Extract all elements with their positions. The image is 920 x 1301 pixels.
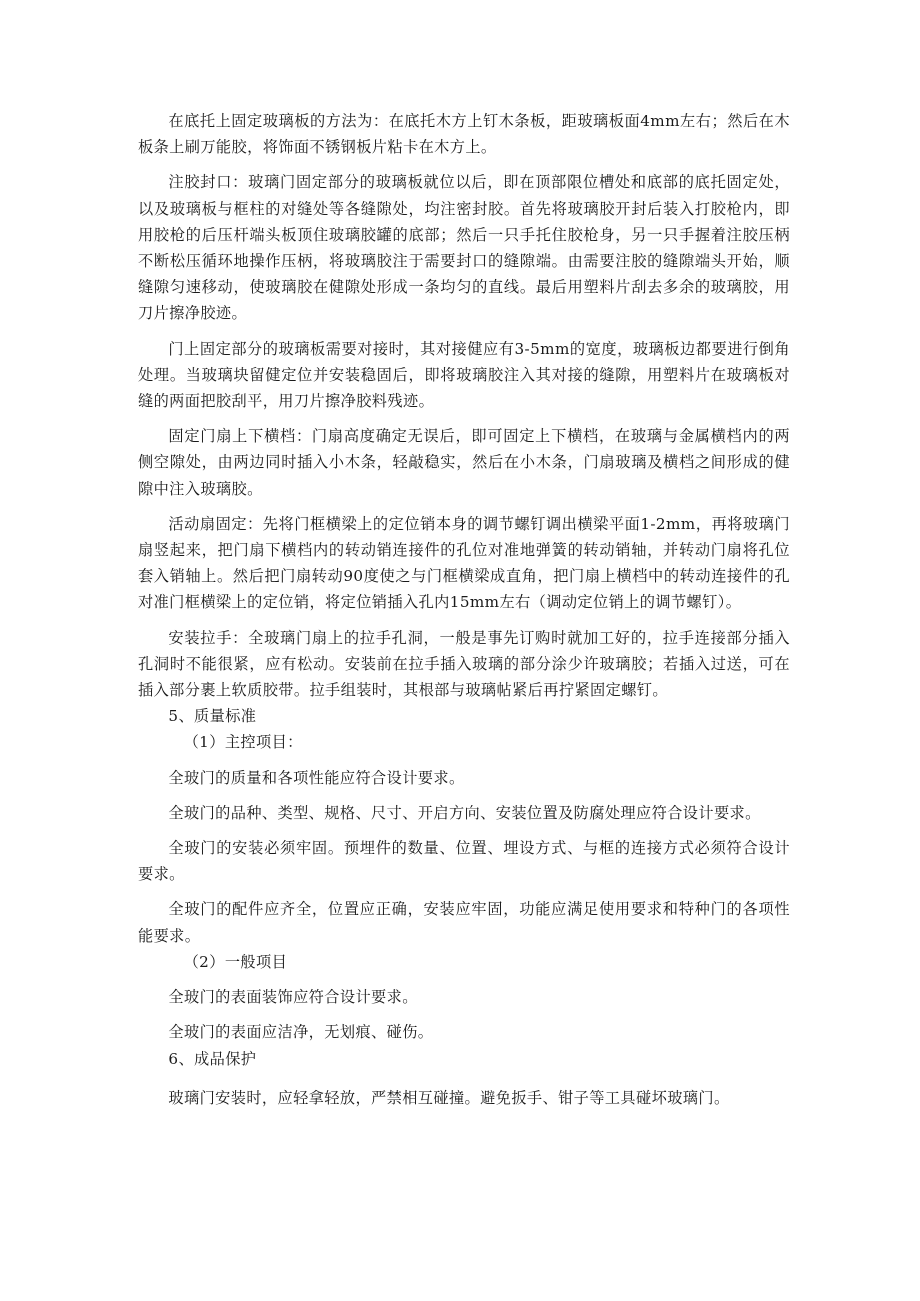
main-item-quality: 全玻门的质量和各项性能应符合设计要求。 bbox=[168, 768, 465, 787]
general-item-decoration: 全玻门的表面装饰应符合设计要求。 bbox=[168, 988, 418, 1007]
paragraph-glass-joint: 门上固定部分的玻璃板需要对接时，其对接健应有3-5mm的宽度，玻璃板边都要进行倒角处理。当玻璃块留健定位并安装稳固后，即将玻璃胶注入其对接的缝隙，用塑料片在玻璃板对缝的两面把胶刮平，用刀片擦净胶料残迹。 bbox=[138, 339, 790, 411]
main-item-specs: 全玻门的品种、类型、规格、尺寸、开启方向、安装位置及防腐处理应符合设计要求。 bbox=[168, 803, 761, 822]
main-item-fittings: 全玻门的配件应齐全，位置应正确，安装应牢固，功能应满足使用要求和特种门的各项性能要求。 bbox=[138, 900, 790, 945]
general-item-surface: 全玻门的表面应洁净，无划痕、碰伤。 bbox=[168, 1023, 434, 1042]
section-6-title: 6、成品保护 bbox=[168, 1049, 257, 1068]
paragraph-fix-door-rails: 固定门扇上下横档：门扇高度确定无误后，即可固定上下横档，在玻璃与金属横档内的两侧空隙处，由两边同时插入小木条，轻敲稳实，然后在小木条，门扇玻璃及横档之间形成的健隙中注入玻璃胶。 bbox=[138, 427, 790, 498]
paragraph-movable-leaf-fixing: 活动扇固定：先将门框横梁上的定位销本身的调节螺钉调出横梁平面1-2mm，再将玻璃门扇竖起来，把门扇下横档内的转动销连接件的孔位对准地弹簧的转动销轴，并转动门扇将孔位套入销轴上。然后把门扇转动90度使之与门框横梁成直角，把门扇上横档中的转动连接件的孔对准门框横梁上的定位销，将定位销插入孔内15mm左右（调动定位销上的调节螺钉）。 bbox=[138, 514, 790, 612]
section-5-title: 5、质量标准 bbox=[168, 707, 257, 726]
paragraph-glue-sealing: 注胶封口：玻璃门固定部分的玻璃板就位以后，即在顶部限位槽处和底部的底托固定处，以及玻璃板与框柱的对缝处等各缝隙处，均注密封胶。首先将玻璃胶开封后装入打胶枪内，即用胶枪的后压杆端头板顶住玻璃胶罐的底部；然后一只手托住胶枪身，另一只手握着注胶压柄不断松压循环地操作压柄，将玻璃胶注于需要封口的缝隙端。由需要注胶的缝隙端头开始，顺缝隙匀速移动，使玻璃胶在健隙处形成一条均匀的直线。最后用塑料片刮去多余的玻璃胶，用刀片擦净胶迹。 bbox=[138, 173, 790, 323]
section-5-general-items-title: （2）一般项目 bbox=[183, 952, 288, 971]
paragraph-bottom-support-fixing: 在底托上固定玻璃板的方法为：在底托木方上钉木条板，距玻璃板面4mm左右；然后在木板条上刷万能胶，将饰面不锈钢板片粘卡在木方上。 bbox=[138, 112, 790, 157]
document-page bbox=[138, 108, 790, 1111]
section-5-main-items-title: （1）主控项目： bbox=[183, 733, 303, 752]
section-6-body: 玻璃门安装时，应轻拿轻放，严禁相互碰撞。避免扳手、钳子等工具碰坏玻璃门。 bbox=[168, 1088, 730, 1107]
paragraph-install-handle: 安装拉手：全玻璃门扇上的拉手孔洞，一般是事先订购时就加工好的，拉手连接部分插入孔洞时不能很紧，应有松动。安装前在拉手插入玻璃的部分涂少许玻璃胶；若插入过送，可在插入部分裹上软质胶带。拉手组装时，其根部与玻璃帖紧后再拧紧固定螺钉。 bbox=[138, 628, 790, 700]
main-item-installation: 全玻门的安装必须牢固。预埋件的数量、位置、埋设方式、与框的连接方式必须符合设计要求。 bbox=[138, 839, 790, 884]
